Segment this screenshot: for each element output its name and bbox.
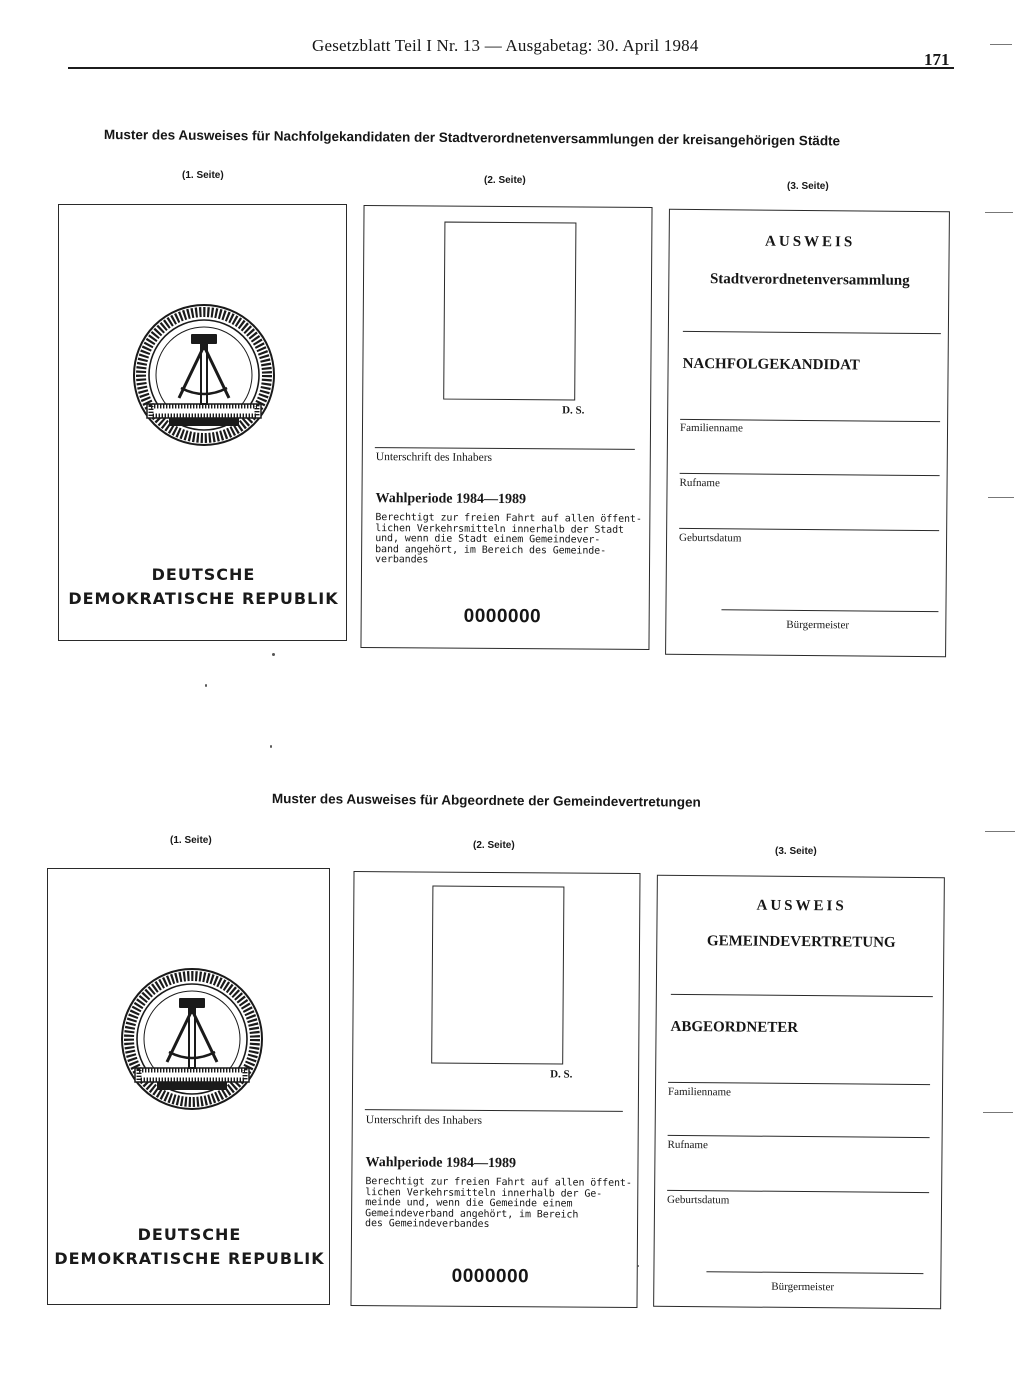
section-2-page3-label: (3. Seite) — [775, 846, 817, 857]
signature-label: Unterschrift des Inhabers — [375, 451, 493, 464]
gdr-emblem-icon — [117, 964, 267, 1114]
first-name-label: Rufname — [679, 476, 720, 490]
body-rule — [671, 994, 933, 997]
section-2-card-identity — [653, 875, 945, 1309]
travel-rights-text: Berechtigt zur freien Fahrt auf allen öffent- lichen Verkehrsmitteln innerhalb der Stadt und, wenn die Stadt einem Gemeindever- band angehört, im Bereich des Gemeinde- verbandes — [375, 512, 642, 566]
serial-number: 0000000 — [463, 605, 542, 628]
holder-status: NACHFOLGEKANDIDAT — [682, 355, 860, 374]
surname-label: Familienname — [667, 1085, 731, 1099]
section-1-page2-label: (2. Seite) — [484, 175, 526, 186]
country-name-line-2: DEMOKRATISCHE REPUBLIK — [68, 589, 339, 608]
scan-speck — [272, 653, 275, 656]
scan-mark — [990, 44, 1012, 45]
birthdate-label: Geburtsdatum — [667, 1193, 730, 1207]
section-1-card-inside — [360, 205, 652, 650]
stamp-label: D. S. — [562, 404, 585, 417]
header-rule — [68, 67, 954, 69]
first-name-rule — [680, 473, 940, 476]
mayor-signature-rule — [706, 1271, 923, 1274]
gazette-header: Gesetzblatt Teil I Nr. 13 — Ausgabetag: 30. April 1984 — [312, 36, 699, 55]
surname-label: Familienname — [679, 421, 744, 435]
birthdate-rule — [679, 528, 939, 531]
first-name-label: Rufname — [667, 1138, 708, 1152]
scan-speck — [637, 1265, 639, 1267]
first-name-rule — [668, 1135, 930, 1138]
section-1-card-identity — [665, 209, 950, 657]
issuing-body: GEMEINDEVERTRETUNG — [706, 933, 896, 951]
id-card-title: AUSWEIS — [764, 233, 856, 251]
section-2-card-inside — [350, 871, 640, 1308]
photo-placeholder — [431, 886, 564, 1065]
scan-mark — [983, 1112, 1013, 1113]
scan-speck — [270, 745, 272, 748]
signature-rule — [365, 1109, 623, 1112]
mayor-label: Bürgermeister — [771, 1280, 835, 1294]
mayor-label: Bürgermeister — [786, 618, 850, 632]
country-name-line-1: DEUTSCHE — [137, 1225, 242, 1244]
page-number: 171 — [924, 50, 950, 69]
travel-rights-text: Berechtigt zur freien Fahrt auf allen öffent- lichen Verkehrsmitteln innerhalb der Ge- meinde und, wenn die Gemeinde einem Gemeindeverband angehört, im Bereich des Gemeindeverbandes — [365, 1176, 632, 1230]
section-1-page1-label: (1. Seite) — [182, 170, 224, 181]
stamp-label: D. S. — [550, 1068, 573, 1081]
scan-speck — [205, 684, 207, 687]
photo-placeholder — [443, 222, 576, 401]
birthdate-rule — [667, 1190, 929, 1193]
section-1-page3-label: (3. Seite) — [787, 181, 829, 192]
scan-mark — [985, 212, 1013, 213]
signature-rule — [375, 447, 635, 450]
id-card-title: AUSWEIS — [756, 897, 847, 915]
surname-rule — [668, 1082, 930, 1085]
country-name-line-2: DEMOKRATISCHE REPUBLIK — [54, 1249, 325, 1268]
issuing-body: Stadtverordnetenversammlung — [709, 271, 910, 289]
gdr-emblem-icon — [129, 300, 279, 450]
scan-mark — [985, 831, 1015, 832]
signature-label: Unterschrift des Inhabers — [365, 1114, 483, 1127]
birthdate-label: Geburtsdatum — [679, 531, 742, 545]
section-1-card-cover — [58, 204, 347, 641]
serial-number: 0000000 — [451, 1265, 530, 1288]
holder-status: ABGEORDNETER — [670, 1018, 799, 1036]
section-2-title: Muster des Ausweises für Abgeordnete der Gemeindevertretungen — [271, 791, 701, 810]
country-name-line-1: DEUTSCHE — [151, 565, 256, 584]
section-2-page2-label: (2. Seite) — [473, 840, 515, 851]
election-period: Wahlperiode 1984—1989 — [375, 491, 527, 508]
election-period: Wahlperiode 1984—1989 — [365, 1155, 517, 1172]
section-2-card-cover — [47, 868, 330, 1305]
section-2-page1-label: (1. Seite) — [170, 835, 212, 846]
body-rule — [683, 331, 941, 334]
scan-mark — [988, 497, 1014, 498]
section-1-title: Muster des Ausweises für Nachfolgekandidaten der Stadtverordnetenversammlungen der kreisangehörigen Städte — [103, 127, 841, 149]
mayor-signature-rule — [721, 609, 938, 612]
